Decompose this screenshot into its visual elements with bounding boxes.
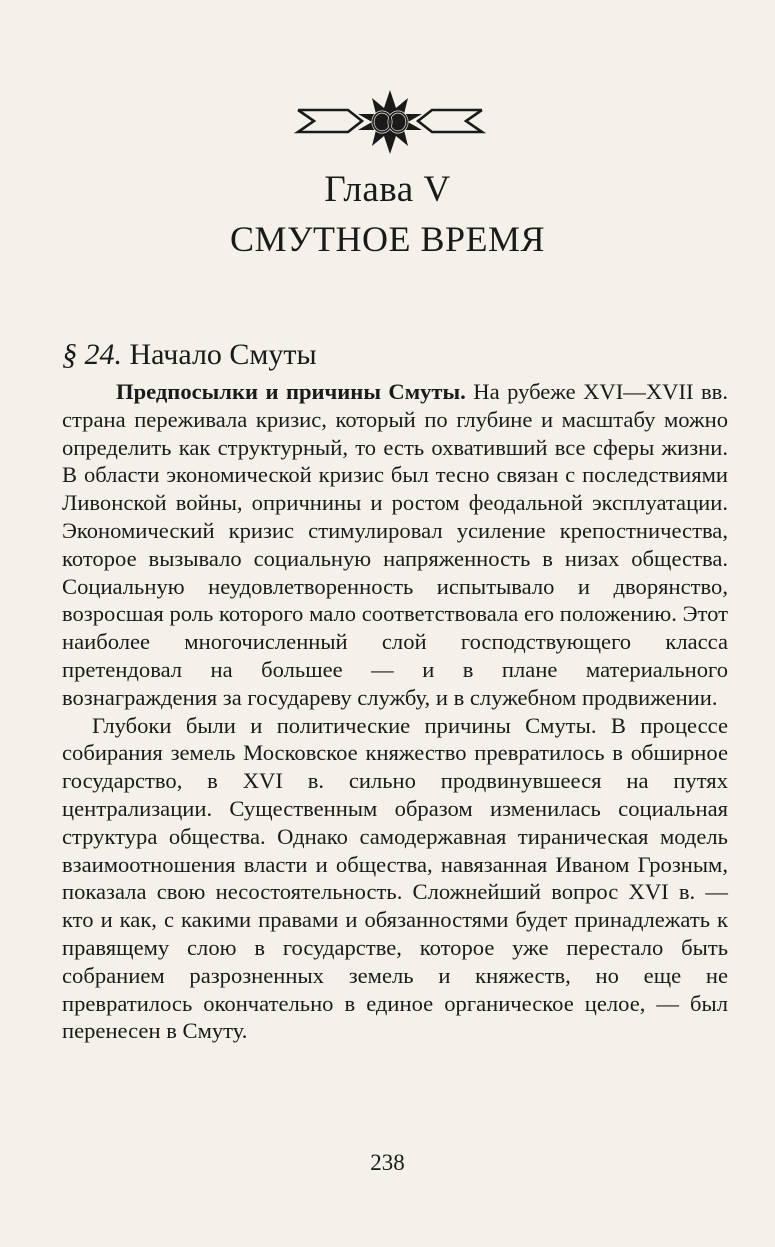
section-number: § 24. (62, 338, 122, 371)
chapter-number: Глава V (324, 169, 451, 210)
chapter-title: СМУТНОЕ ВРЕМЯ (229, 219, 546, 259)
body-text (62, 378, 728, 1045)
paragraph (62, 712, 728, 1046)
page-number: 238 (370, 1150, 405, 1175)
paragraph-lead: Предпосылки и причины Смуты. (116, 379, 466, 404)
section-title: Начало Смуты (129, 338, 317, 371)
paragraph-text: На рубеже XVI—XVII вв. страна переживала кризис, который по глубине и масштабу можно определить как структурный, то есть охвативший все сферы жизни. В области экономической кризис был тесно связан с последствиями Ливонской войны, опричнины и ростом феодальной эксплуатации. Экономический кризис стимулировал усиление крепостничества, которое вызывало социальную напряженность в низах общества. Социальную неудовлетворенность испытывало и дворянство, возросшая роль которого мало соответствовала его положению. Этот наиболее многочисленный слой господствующего класса претендовал на большее — и в плане материального вознаграждения за государеву службу, и в служебном продвижении. (62, 379, 728, 710)
star-ornament-icon (290, 86, 490, 156)
paragraph (62, 378, 728, 712)
paragraph-text: Глубоки были и политические причины Смуты. В процессе собирания земель Московское княжество превратилось в обширное государство, в XVI в. сильно продвинувшееся на путях централизации. Существенным образом изменилась социальная структура общества. Однако самодержавная тираническая модель взаимоотношения власти и общества, навязанная Иваном Грозным, показала свою несостоятельность. Сложнейший вопрос XVI в. — кто и как, с какими правами и обязанностями будет принадлежать к правящему слою в государстве, которое уже перестало быть собранием разрозненных земель и княжеств, но еще не превратилось окончательно в единое органическое целое, — был перенесен в Смуту. (62, 712, 728, 1044)
section-heading (62, 338, 317, 372)
